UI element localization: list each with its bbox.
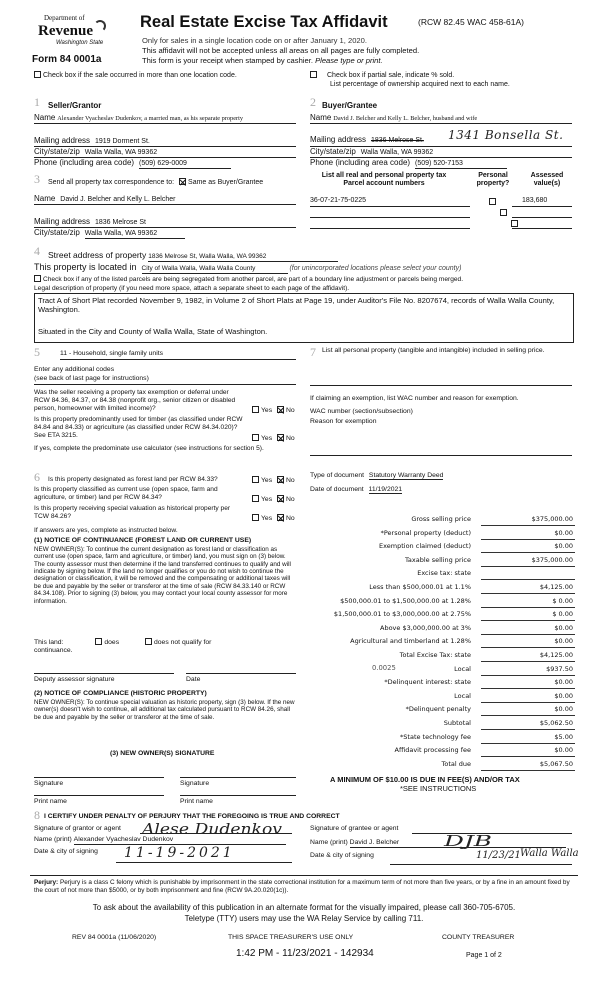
tax-row (310, 541, 575, 553)
check-multi-location[interactable] (34, 71, 237, 80)
parcel-col3-header (522, 172, 572, 189)
legal-label: Legal description of property (if you need more space, attach a separate sheet to each page of the affidavit). (34, 285, 350, 292)
tax-row (310, 636, 575, 648)
s5-q2-yes-label: Yes (261, 435, 273, 442)
minimum-due-line2: *SEE INSTRUCTIONS (400, 784, 477, 793)
checkbox-segregated[interactable] (34, 275, 41, 282)
dor-logo-swoosh-icon (94, 20, 106, 32)
tax-row-label: Less than $500,000.01 at 1.1% (369, 583, 471, 591)
section-2-number: 2 (310, 95, 316, 109)
parcel-col2-header-a: Personal (478, 172, 508, 179)
parcel-col1-header (312, 172, 456, 189)
tax-row-underline (481, 634, 575, 635)
s6-q3-no-label: No (285, 515, 295, 522)
grantee-sig-label: Signature of grantee or agent (310, 825, 399, 832)
tax-row-value[interactable]: $ 0.00 (552, 596, 573, 605)
s5-q1: Was the seller receiving a property tax exemption or deferral under RCW 84.36, 84.37, or 84.38 (nonprofit org., senior citizen or disabled person, homeowner with limited income)? (34, 389, 236, 412)
tax-row-value[interactable]: $0.00 (554, 678, 573, 687)
buyer-city-value[interactable]: Walla Walla, WA 99362 (360, 149, 434, 156)
legal-description-box[interactable] (34, 293, 574, 343)
seller-city-value[interactable]: Walla Walla, WA 99362 (84, 149, 158, 156)
buyer-heading: Buyer/Grantee (322, 101, 378, 110)
segregated-label: Check box if any of the listed parcels are being segregated from another parcel, are part of a boundary line adjustment or parcels being merged. (43, 276, 464, 283)
tax-row-underline (481, 770, 575, 771)
s6-q3-yes-checkbox[interactable] (252, 514, 259, 521)
check-partial-sale[interactable] (310, 71, 454, 80)
use-code-value[interactable]: 11 - Household, single family units (60, 350, 296, 360)
tax-row-underline (481, 566, 575, 567)
form-number: Form 84 0001a (32, 54, 102, 65)
seller-mail-value[interactable]: 1919 Dorment St. (94, 138, 150, 145)
tax-row-label: Subtotal (443, 719, 471, 727)
corr-name-row (34, 194, 296, 205)
corr-name-label: Name (34, 194, 56, 203)
revision: REV 84 0001a (11/06/2020) (72, 934, 157, 941)
grantor-name-label: Name (print) (34, 836, 72, 843)
form-title: Real Estate Excise Tax Affidavit (140, 13, 388, 31)
parcel-number-1[interactable]: 36-07-21-75-0225 (310, 197, 470, 207)
checkbox-does[interactable] (95, 638, 102, 645)
tax-row-value[interactable]: $5,062.50 (539, 719, 573, 727)
tax-row-label: Local (454, 691, 471, 700)
grantor-signature-text: Alese Dudenkov (140, 820, 283, 838)
doc-date-row (310, 486, 402, 494)
grantor-sig-row (34, 825, 121, 833)
section-6-number: 6 (34, 470, 40, 484)
dor-logo-line2: Revenue (38, 23, 93, 39)
corr-name-value[interactable]: David J. Belcher and Kelly L. Belcher (60, 196, 176, 203)
check-partial-sale-label: Check box if partial sale, indicate % sold. (327, 72, 455, 79)
tax-row-underline (481, 525, 575, 526)
buyer-name-value[interactable]: David J. Belcher and Kelly L. Belcher, husband and wife (333, 115, 478, 122)
tax-row-label: *Delinquent penalty (405, 705, 471, 714)
tax-row-value[interactable]: $0.00 (554, 528, 573, 537)
seller-phone-label: Phone (including area code) (34, 158, 135, 167)
grantor-date-line[interactable] (116, 862, 292, 863)
notice2-title: (2) NOTICE OF COMPLIANCE (HISTORIC PROPERTY) (34, 690, 207, 697)
grantee-city-value[interactable]: Walla Walla (520, 848, 579, 859)
tax-row (310, 650, 575, 662)
doc-date-value[interactable]: 11/19/2021 (368, 486, 403, 493)
grantor-sig-label: Signature of grantor or agent (34, 825, 121, 832)
buyer-mail-struck: 1836 Melrose St. (370, 137, 424, 144)
s6-q1-yes-checkbox[interactable] (252, 476, 259, 483)
notice1-title: (1) NOTICE OF CONTINUANCE (FOREST LAND OR CURRENT USE) (34, 537, 252, 544)
county-treasurer: COUNTY TREASURER (442, 934, 515, 941)
seller-mail-row (34, 136, 296, 147)
tax-row-underline (481, 688, 575, 689)
tax-row-underline (481, 647, 575, 648)
tax-row-underline (481, 675, 575, 676)
grantor-date-label: Date & city of signing (34, 848, 98, 855)
form-rcw: (RCW 82.45 WAC 458-61A) (418, 17, 524, 27)
grantee-sig-row (310, 825, 398, 833)
parcel-number-2[interactable] (310, 208, 470, 218)
buyer-name-label: Name (310, 113, 332, 122)
tax-row-label: *Personal property (deduct) (380, 528, 471, 537)
owner-print-label-2: Print name (180, 798, 213, 805)
buyer-phone-row (310, 158, 572, 169)
tax-row-value[interactable]: $0.00 (554, 691, 573, 700)
s5-q3: If yes, complete the predominate use calculator (see instructions for section 5). (34, 445, 264, 452)
dor-logo-line1: Department of (44, 14, 85, 22)
perjury-note (34, 879, 574, 894)
owner-print-label-1: Print name (34, 798, 67, 805)
check-multi-location-label: Check box if the sale occurred in more than one location code. (43, 72, 237, 79)
tax-row-value[interactable]: $0.00 (554, 623, 573, 632)
subtitle-1: Only for sales in a single location code on or after January 1, 2020. (142, 36, 367, 45)
s5-q1-no-label: No (285, 407, 295, 414)
tax-row-label: Total Excise Tax: state (399, 651, 471, 659)
grantor-name-row (34, 836, 292, 845)
alt-format-line2: Teletype (TTY) users may use the WA Relay Service by calling 711. (184, 914, 424, 923)
tax-row-label: *Delinquent interest: state (384, 678, 471, 687)
located-row (34, 262, 461, 274)
parcel-number-3[interactable] (310, 219, 470, 229)
buyer-mail-handwritten: 1341 Bonsella St. (448, 128, 564, 142)
checkbox-same-as-buyer[interactable] (179, 178, 186, 185)
tax-row-label: Excise tax: state (417, 569, 471, 578)
section-4-number: 4 (34, 244, 40, 258)
tax-row-underline (481, 729, 575, 730)
tax-row (310, 664, 575, 676)
s6-q3-answers (252, 514, 295, 523)
s5-q1-answers (252, 406, 295, 415)
alt-format-line1: To ask about the availability of this publication in an alternate format for the visually impaired, please call 360-705-6705. (92, 903, 516, 912)
s6-q3-yes-label: Yes (261, 515, 273, 522)
tax-row (310, 514, 575, 526)
street-row (48, 250, 338, 262)
tax-row (310, 528, 575, 540)
s6-q2-yes-checkbox[interactable] (252, 495, 259, 502)
corr-city-label: City/state/zip (34, 228, 80, 237)
tax-row-value[interactable]: $4,125.00 (539, 651, 573, 659)
tax-row-label: Taxable selling price (405, 555, 471, 564)
owner-print-line-2[interactable] (180, 795, 296, 796)
seller-name-row (34, 113, 296, 124)
tax-row-value[interactable]: $ 0.00 (552, 610, 573, 619)
tax-row-underline (481, 579, 575, 580)
tax-row (310, 596, 575, 608)
parcel-personal-checkbox-2[interactable] (500, 209, 507, 216)
grantee-signature (440, 830, 510, 852)
s6-q2-no-label: No (285, 496, 295, 503)
owner-print-line-1[interactable] (34, 795, 164, 796)
parcel-col1-header-a: List all real and personal property tax (321, 172, 447, 179)
checkbox-partial-sale[interactable] (310, 71, 317, 78)
enter-codes: Enter any additional codes (34, 366, 115, 373)
page-number: Page 1 of 2 (466, 952, 502, 959)
buyer-name-row (310, 113, 572, 124)
tax-row-label: $500,000.01 to $1,500,000.00 at 1.28% (340, 596, 471, 605)
correspondence-row (48, 178, 263, 187)
parcel-value-3[interactable] (512, 219, 572, 229)
tax-row-value[interactable]: $5,067.50 (539, 759, 573, 768)
grantee-date-label: Date & city of signing (310, 852, 374, 859)
tax-row (310, 732, 575, 744)
s6-q1-yes-label: Yes (261, 477, 273, 484)
notice2-body: NEW OWNER(S): To continue special valuation as historic property, sign (3) below. If the new owner(s) doesn't wish to continue, all additional tax calculated pursuant to RCW 84.26, shall be due and payable by the seller or transferor at the time of sale. (34, 699, 295, 721)
checkbox-does-not[interactable] (145, 638, 152, 645)
parcel-col2-header (470, 172, 516, 189)
owner-sig-label-1: Signature (34, 780, 64, 787)
buyer-city-label: City/state/zip (310, 147, 356, 156)
s5-q1-no-checkbox[interactable] (277, 406, 284, 413)
legal-description-2: Situated in the City and County of Walla Walla, State of Washington. (38, 326, 268, 336)
buyer-city-row (310, 147, 572, 158)
tax-row-value[interactable]: $375,000.00 (531, 515, 573, 523)
reason-line[interactable] (310, 455, 572, 456)
s5-q2-no-checkbox[interactable] (277, 434, 284, 441)
does-label: does (104, 639, 120, 646)
seller-mail-label: Mailing address (34, 136, 91, 145)
grantee-name-value[interactable]: David J. Belcher (350, 839, 566, 848)
owner-signature-heading: (3) NEW OWNER(S) SIGNATURE (110, 750, 215, 757)
tax-row-underline (481, 607, 575, 608)
s5-q2-yes-checkbox[interactable] (252, 434, 259, 441)
section-5-number: 5 (34, 345, 40, 359)
tax-row-value[interactable]: $375,000.00 (531, 555, 573, 564)
tax-row-value[interactable]: $5.00 (554, 732, 573, 741)
s7-wac: WAC number (section/subsection) (310, 408, 413, 415)
seller-heading: Seller/Grantor (48, 101, 102, 110)
tax-row-value[interactable]: $0.00 (554, 705, 573, 714)
tax-row-underline (481, 593, 575, 594)
buyer-mail-label: Mailing address (310, 135, 367, 144)
grantor-date-row (34, 848, 98, 856)
owner-sig-line-2[interactable] (180, 777, 296, 778)
street-label: Street address of property (48, 250, 147, 260)
this-land-row (34, 638, 211, 647)
corr-city-row (34, 228, 296, 239)
located-label: This property is located in (34, 262, 137, 272)
notice1-body: NEW OWNER(S): To continue the current designation as forest land or classification as current use (open space, farm and agriculture, or timber) land, you must sign on (3) below. The county assessor must then determine if the land transferred continues to qualify and will indicate by signing below. If the land no longer qualifies or you do not wish to continue the designation or classification, it will be removed and the compensating or additional taxes will be due and payable by the seller or transferor at the time of sale (RCW 84.33.140 or RCW 84.34.108). Prior to signing (3) below, you may contact your local county assessor for more information. (34, 546, 291, 605)
subtitle-3-italic: Please type or print. (315, 56, 383, 65)
grantor-name-value[interactable]: Alexander Vyacheslav Dudenkov (74, 836, 286, 845)
tax-row-label: Affidavit processing fee (394, 746, 471, 755)
tax-row-label: *State technology fee (400, 732, 471, 741)
tax-row (310, 555, 575, 567)
tax-row-label: Gross selling price (411, 515, 471, 523)
owner-sig-label-2: Signature (180, 780, 210, 787)
correspondence-label: Send all property tax correspondence to: (48, 179, 175, 186)
s6-q3-no-checkbox[interactable] (277, 514, 284, 521)
s5-q2-answers (252, 434, 295, 443)
parcel-col2-header-b: property? (476, 180, 510, 188)
tax-row-underline (481, 539, 575, 540)
s7-exemption: If claiming an exemption, list WAC number and reason for exemption. (310, 395, 519, 402)
section-7-number: 7 (310, 345, 316, 359)
s5-q2: Is this property predominantly used for timber (as classified under RCW 84.84 and 84.33) or agriculture (as classified under RCW 84.34.020)? See ETA 3215. (34, 416, 243, 439)
tax-row-underline (481, 702, 575, 703)
grantee-signature-text: DJB (442, 832, 492, 850)
s7-label: List all personal property (tangible and intangible) included in selling price. (322, 347, 545, 354)
corr-mail-row (34, 217, 296, 228)
seller-phone-value[interactable]: (509) 629-0009 (139, 160, 231, 169)
s5-q1-yes-label: Yes (261, 407, 273, 414)
corr-mail-label: Mailing address (34, 217, 91, 226)
parcel-col3-header-a: Assessed (530, 172, 564, 179)
tax-row-underline (481, 620, 575, 621)
tax-row-value[interactable]: $0.00 (554, 746, 573, 755)
tax-row-value[interactable]: $4,125.00 (539, 583, 573, 591)
tax-row (310, 582, 575, 594)
s6-q1: Is this property designated as forest land per RCW 84.33? (48, 476, 218, 483)
doc-type-row (310, 472, 443, 480)
located-note: (for unincorporated locations please select your county) (289, 265, 462, 272)
personal-property-line[interactable] (310, 385, 572, 386)
deputy-label: Deputy assessor signature (34, 676, 115, 683)
buyer-phone-label: Phone (including area code) (310, 158, 411, 167)
tax-row-value[interactable]: $0.00 (554, 637, 573, 646)
s6-q2-yes-label: Yes (261, 496, 273, 503)
tax-row-underline (481, 743, 575, 744)
tax-row-label: Agricultural and timberland at 1.28% (350, 637, 471, 646)
street-value[interactable]: 1836 Melrose St, Walla Walla, WA 99362 (148, 253, 338, 262)
segregated-row[interactable] (34, 275, 574, 284)
tax-row-underline (481, 756, 575, 757)
treasurer-stamp: 1:42 PM - 11/23/2021 - 142934 (236, 948, 374, 959)
tax-row (310, 718, 575, 730)
correspondence-same-label: Same as Buyer/Grantee (188, 179, 264, 186)
seller-city-label: City/state/zip (34, 147, 80, 156)
tax-row (310, 677, 575, 689)
parcel-value-2[interactable] (512, 208, 572, 218)
dor-logo (30, 14, 116, 54)
subtitle-2: This affidavit will not be accepted unless all areas on all pages are fully completed. (142, 46, 420, 55)
tax-row-underline (481, 552, 575, 553)
checkbox-multi-location[interactable] (34, 71, 41, 78)
grantee-name-label: Name (print) (310, 839, 348, 846)
tax-row (310, 759, 575, 771)
parcel-value-1[interactable]: 183,680 (512, 197, 572, 207)
percentage-note: List percentage of ownership acquired next to each name. (330, 81, 510, 88)
tax-row (310, 745, 575, 757)
legal-description-1: Tract A of Short Plat recorded November 9, 1982, in Volume 2 of Short Plats at Page 19, under Auditor's File No. 8207674, records of Walla Walla County, Washington. (38, 296, 555, 315)
s6-q2-no-checkbox[interactable] (277, 495, 284, 502)
see-back: (see back of last page for instructions) (34, 375, 149, 382)
local-rate: 0.0025 (372, 664, 396, 672)
s5-q2-no-label: No (285, 435, 295, 442)
deputy-date-label: Date (186, 676, 201, 683)
grantee-date-line[interactable] (390, 864, 572, 865)
tax-row (310, 609, 575, 621)
s7-reason: Reason for exemption (310, 418, 377, 425)
treasurer-space: THIS SPACE TREASURER'S USE ONLY (228, 934, 354, 941)
located-value[interactable]: City of Walla Walla, Walla Walla County (142, 265, 288, 274)
s6-q2-answers (252, 495, 295, 504)
deputy-signature-line[interactable] (34, 673, 174, 674)
tax-row-value[interactable]: $937.50 (546, 664, 573, 673)
parcel-personal-checkbox-1[interactable] (489, 198, 496, 205)
this-land-label: This land: (34, 639, 64, 646)
tax-row-label: Total due (441, 759, 471, 768)
s6-q1-no-checkbox[interactable] (277, 476, 284, 483)
section-1-number: 1 (34, 95, 40, 109)
deputy-date-line[interactable] (186, 673, 296, 674)
owner-sig-line-1[interactable] (34, 777, 164, 778)
tax-row-label: Exemption claimed (deduct) (379, 542, 471, 551)
perjury-label: Perjury: (34, 879, 59, 886)
tax-row (310, 623, 575, 635)
tax-row-underline (481, 715, 575, 716)
seller-name-label: Name (34, 113, 56, 122)
corr-mail-value[interactable]: 1836 Melrose St (94, 219, 146, 226)
tax-row-label: Local (454, 664, 471, 673)
corr-city-value[interactable]: Walla Walla, WA 99362 (85, 230, 185, 239)
tax-row-label: $1,500,000.01 to $3,000,000.00 at 2.75% (333, 610, 471, 619)
section-8-number: 8 (34, 808, 40, 822)
tax-row (310, 691, 575, 703)
subtitle-3 (142, 56, 383, 65)
perjury-divider (30, 875, 578, 876)
doc-type-label: Type of document (310, 472, 365, 479)
seller-city-row (34, 147, 296, 158)
minimum-due-line1: A MINIMUM OF $10.00 IS DUE IN FEE(S) AND/OR TAX (330, 775, 520, 784)
s5-q1-yes-checkbox[interactable] (252, 406, 259, 413)
doc-date-label: Date of document (310, 486, 364, 493)
additional-codes-line[interactable] (34, 384, 296, 385)
s6-q2: Is this property classified as current use (open space, farm and agriculture, or timber) land per RCW 84.34? (34, 486, 218, 501)
seller-name-value[interactable]: Alexander Vyacheslav Dudenkov, a married man, as his separate property (57, 115, 243, 122)
seller-phone-row (34, 158, 296, 169)
s6-q1-no-label: No (285, 477, 295, 484)
section-3-number: 3 (34, 172, 40, 186)
grantor-date-value[interactable]: 11-19-2021 (124, 845, 235, 861)
does-not-label: does not qualify for (154, 639, 212, 646)
tax-row-label: Above $3,000,000.00 at 3% (380, 623, 471, 632)
dor-logo-line3: Washington State (56, 40, 104, 46)
certify-statement: I CERTIFY UNDER PENALTY OF PERJURY THAT THE FOREGOING IS TRUE AND CORRECT (44, 813, 340, 820)
tax-row-value[interactable]: $0.00 (554, 542, 573, 551)
grantee-date-row (310, 852, 374, 860)
s6-if-yes: If answers are yes, complete as instructed below. (34, 527, 178, 534)
tax-row (310, 704, 575, 716)
buyer-phone-value[interactable]: (509) 520-7153 (415, 160, 507, 169)
grantee-date-value[interactable]: 11/23/21 (476, 850, 521, 861)
perjury-text: Perjury is a class C felony which is punishable by imprisonment in the state correctional institution for a maximum term of not more than five years, or by a fine in an amount fixed by the court of not more than $5000, or by both imprisonment and fine (RCW 9A.20.020(1c)). (34, 879, 570, 894)
continuance-label: continuance. (34, 647, 73, 654)
parcel-col1-header-b: Parcel account numbers (343, 180, 425, 188)
tax-row-underline (481, 661, 575, 662)
tax-row (310, 568, 575, 580)
subtitle-3-text: This form is your receipt when stamped by cashier. (142, 56, 313, 65)
s6-q3: Is this property receiving special valuation as historical property per TCW 84.26? (34, 505, 231, 520)
doc-type-value[interactable]: Statutory Warranty Deed (368, 472, 444, 479)
parcel-col3-header-b: value(s) (533, 180, 561, 188)
s6-q1-answers (252, 476, 295, 485)
